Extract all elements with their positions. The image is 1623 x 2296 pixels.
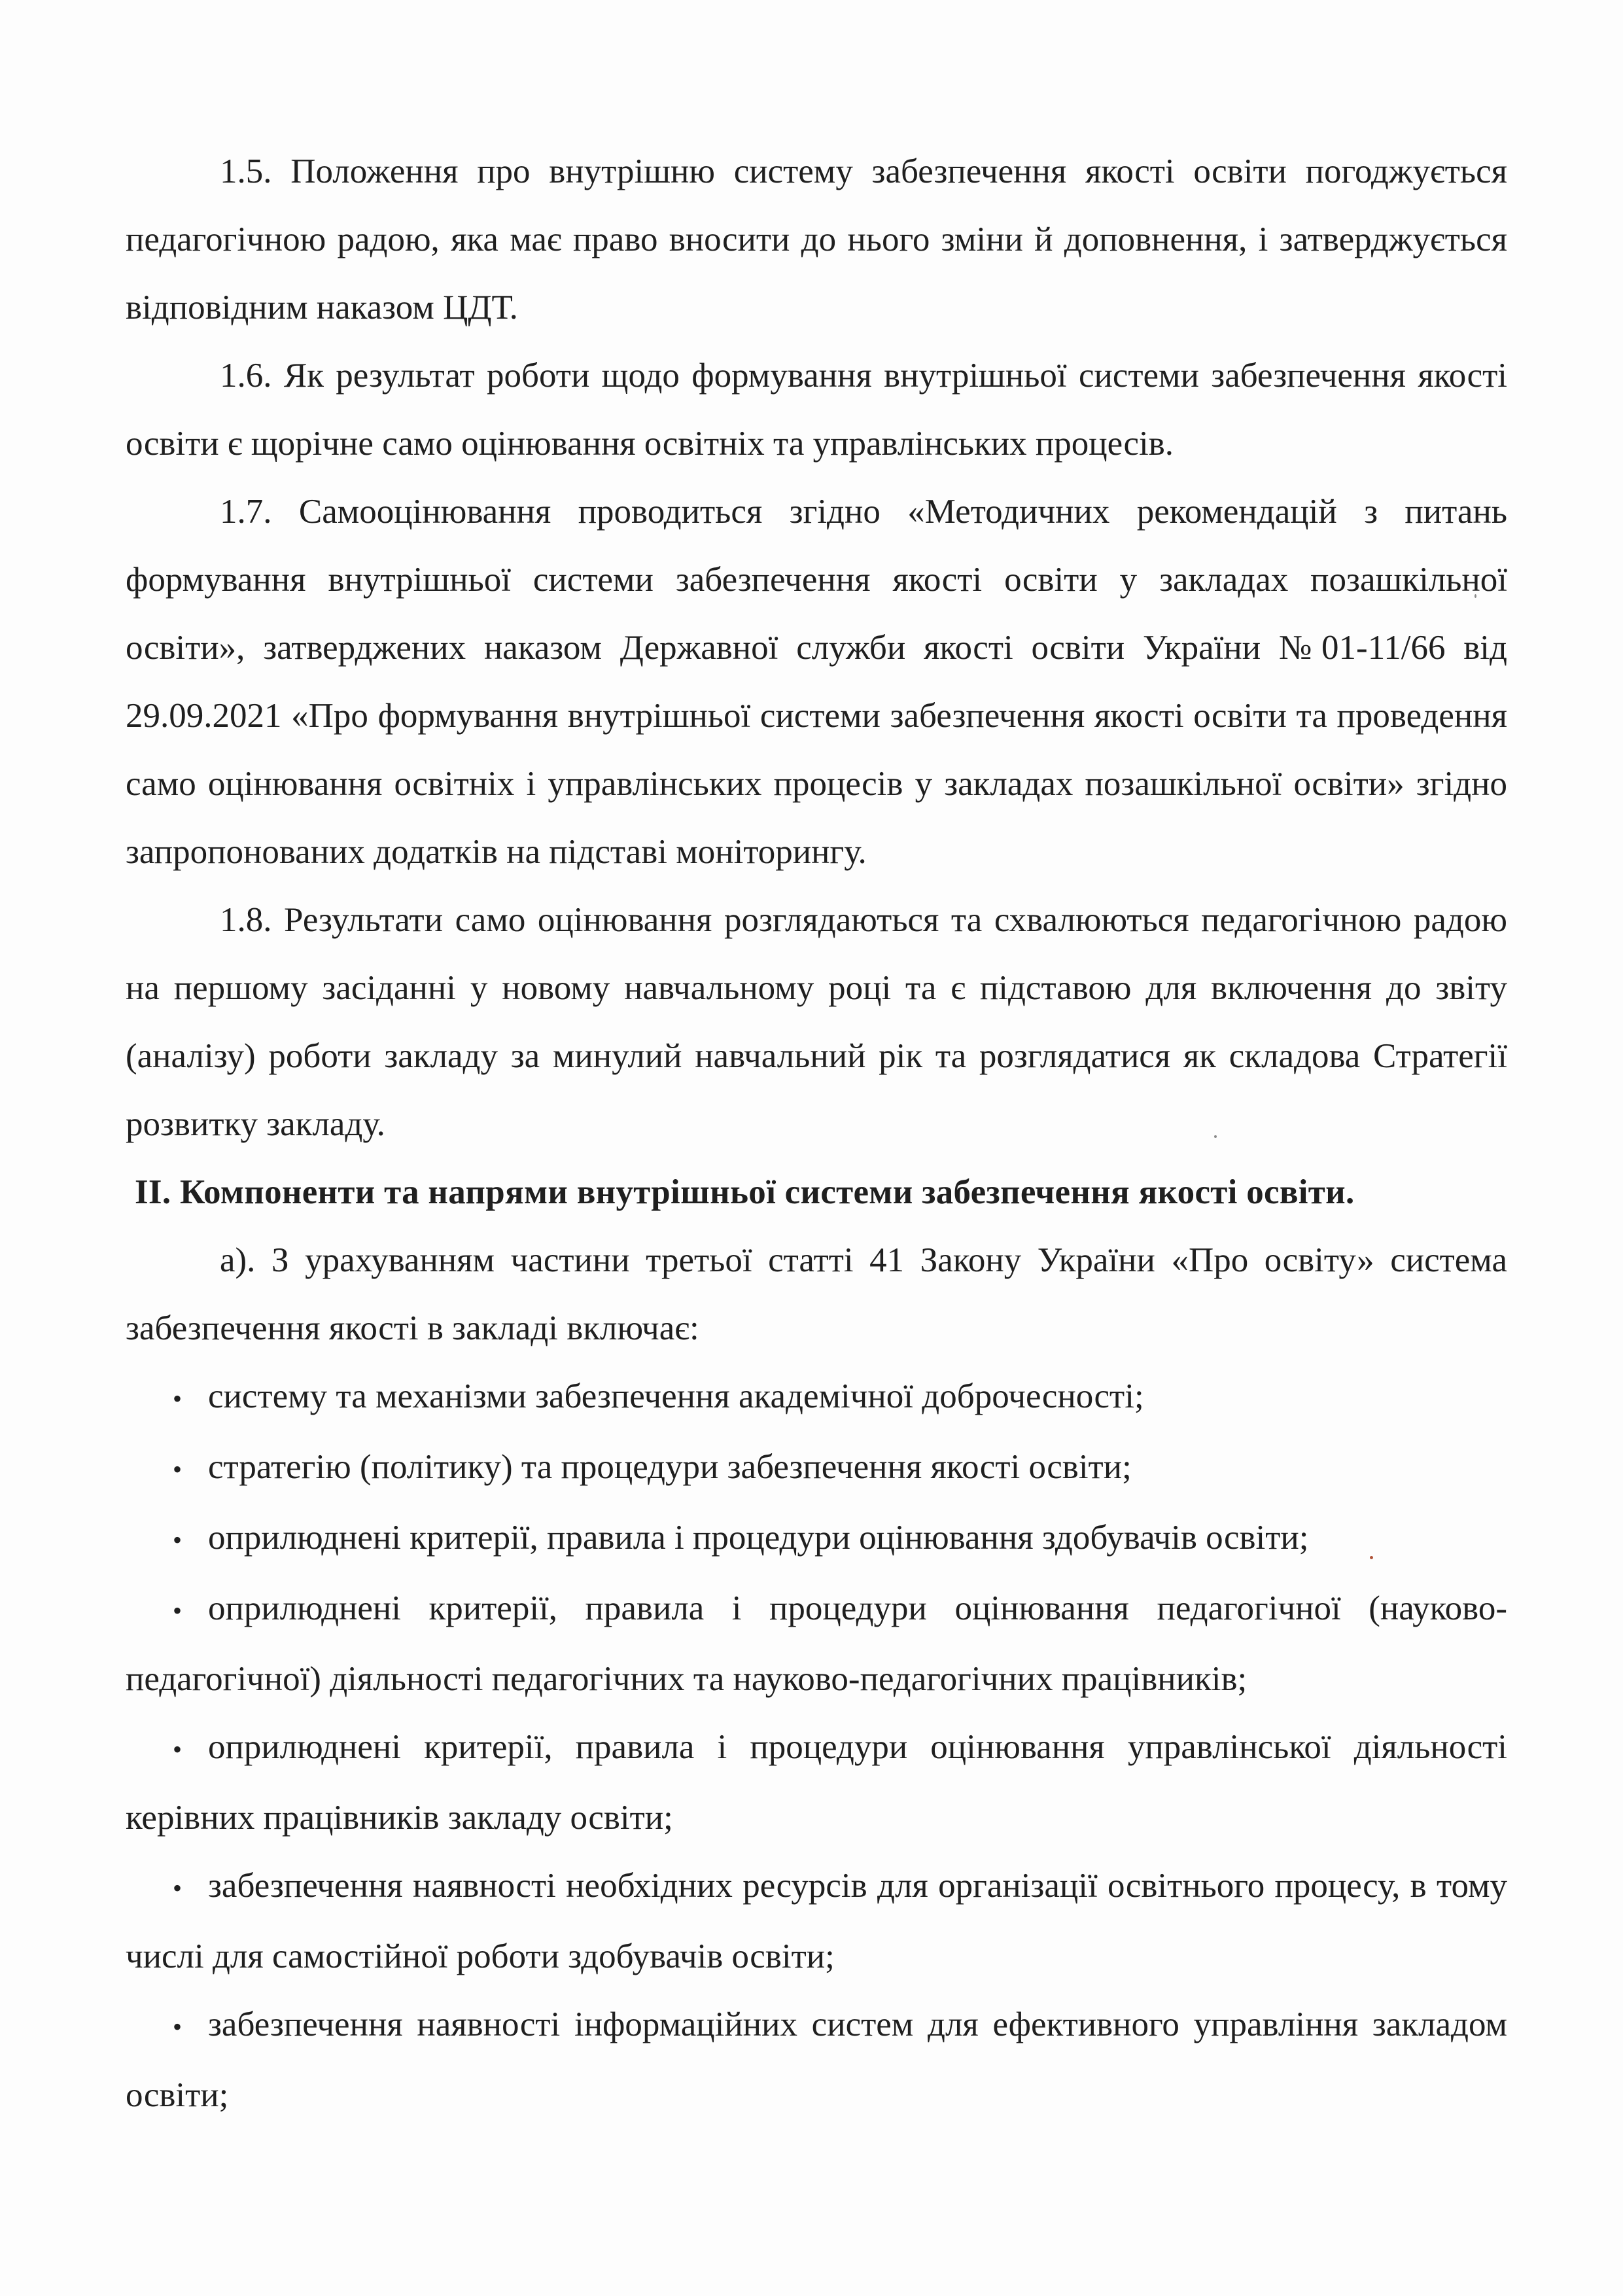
section-heading: ІІ. Компоненти та напрями внутрішньої системи забезпечення якості освіти.	[135, 1173, 1355, 1211]
list-item	[126, 1504, 1507, 1574]
bullet-icon: •	[173, 1735, 183, 1764]
list-item	[126, 1713, 1507, 1852]
bullet-icon: •	[173, 2012, 183, 2041]
paragraph-1-7: 1.7. Самооцінювання проводиться згідно «Методичних рекомендацій з питань формування внутрішньої системи забезпечення якості освіти у закладах позашкільної освіти», затверджених наказом Державної служби якості освіти України №01-11/66 від 29.09.2021 «Про формування внутрішньої системи забезпечення якості освіти та проведення само оцінювання освітніх і управлінських процесів у закладах позашкільної освіти» згідно запропонованих додатків на підставі моніторингу.	[126, 493, 1507, 871]
list-item	[126, 1433, 1507, 1504]
section-intro: а). З урахуванням частини третьої статті 41 Закону України «Про освіту» система забезпечення якості в закладі включає:	[126, 1241, 1507, 1347]
paragraph-1-8: 1.8. Результати само оцінювання розглядаються та схвалюються педагогічною радою на першому засіданні у новому навчальному році та є підставою для включення до звіту (аналізу) роботи закладу за минулий навчальний рік та розглядатися як складова Стратегії розвитку закладу.	[126, 901, 1507, 1143]
bullet-icon: •	[173, 1525, 183, 1555]
components-list	[126, 1362, 1507, 2129]
paragraph-1-5: 1.5. Положення про внутрішню систему забезпечення якості освіти погоджується педагогічною радою, яка має право вносити до нього зміни й доповнення, і затверджується відповідним наказом ЦДТ.	[126, 152, 1507, 327]
list-item-text: стратегію (політику) та процедури забезпечення якості освіти;	[208, 1448, 1132, 1486]
list-item	[126, 1852, 1507, 1990]
list-item	[126, 1574, 1507, 1713]
document-body	[126, 137, 1507, 2129]
bullet-icon: •	[173, 1384, 183, 1413]
paragraph-1-6: 1.6. Як результат роботи щодо формування внутрішньої системи забезпечення якості освіти є щорічне само оцінювання освітніх та управлінських процесів.	[126, 357, 1507, 463]
list-item-text: оприлюднені критерії, правила і процедури оцінювання педагогічної (науково-педагогічної) діяльності педагогічних та науково-педагогічних працівників;	[126, 1589, 1507, 1698]
list-item	[126, 1362, 1507, 1433]
list-item	[126, 1990, 1507, 2129]
bullet-icon: •	[173, 1873, 183, 1903]
list-item-text: оприлюднені критерії, правила і процедури оцінювання управлінської діяльності керівних працівників закладу освіти;	[126, 1728, 1507, 1837]
list-item-text: забезпечення наявності необхідних ресурсів для організації освітнього процесу, в тому числі для самостійної роботи здобувачів освіти;	[126, 1867, 1507, 1975]
bullet-icon: •	[173, 1455, 183, 1484]
list-item-text: систему та механізми забезпечення академічної доброчесності;	[208, 1377, 1144, 1415]
list-item-text: забезпечення наявності інформаційних систем для ефективного управління закладом освіти;	[126, 2005, 1507, 2114]
bullet-icon: •	[173, 1596, 183, 1625]
list-item-text: оприлюднені критерії, правила і процедури оцінювання здобувачів освіти;	[208, 1519, 1309, 1557]
